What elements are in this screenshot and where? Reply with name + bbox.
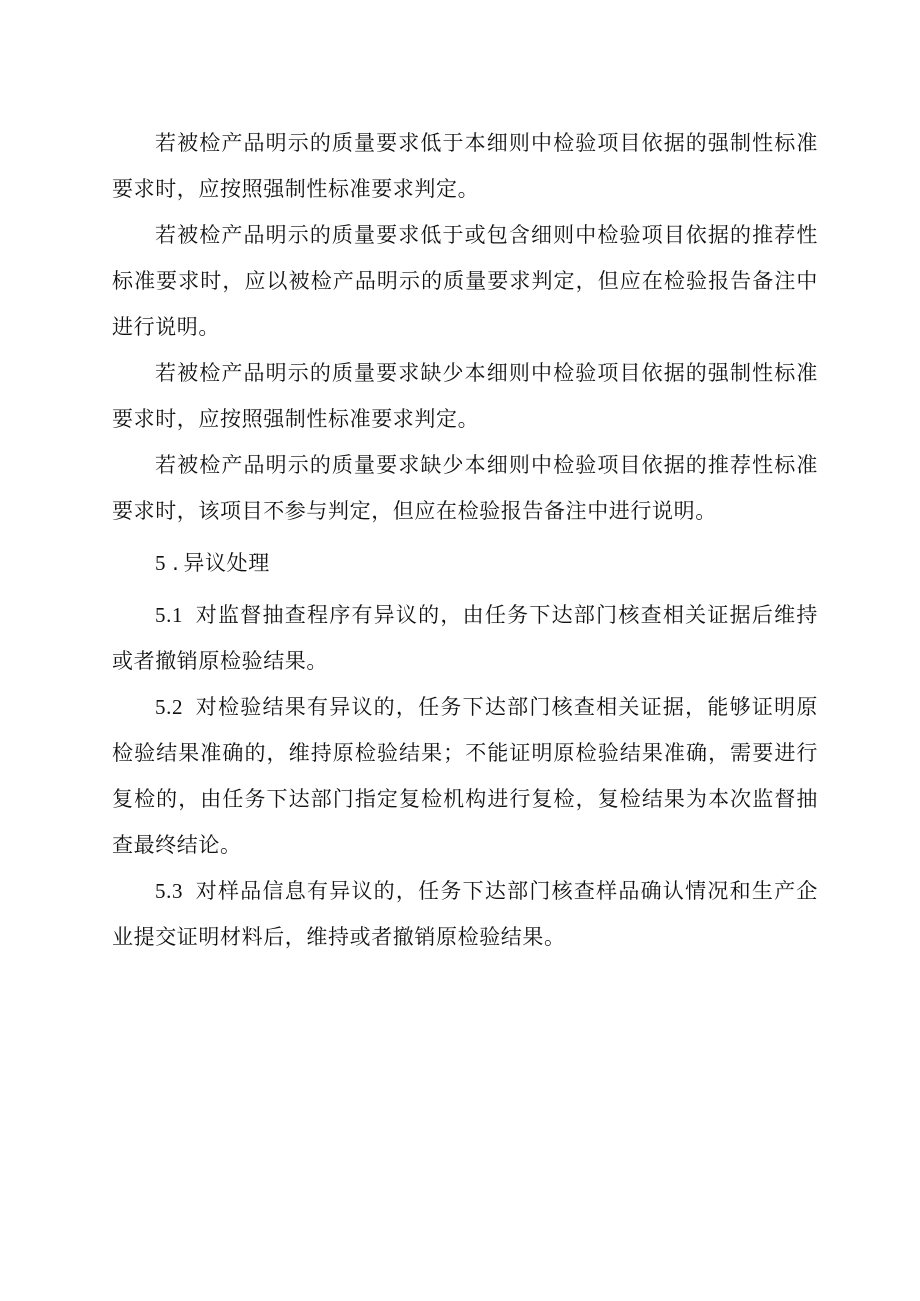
clause-5-2 — [112, 684, 818, 868]
paragraph-recommended-missing: 若被检产品明示的质量要求缺少本细则中检验项目依据的推荐性标准要求时，该项目不参与判定，但应在检验报告备注中进行说明。 — [112, 453, 818, 523]
section-title: 异议处理 — [183, 551, 270, 575]
clause-text: 对检验结果有异议的，任务下达部门核查相关证据，能够证明原检验结果准确的，维持原检验结果；不能证明原检验结果准确，需要进行复检的，由任务下达部门指定复检机构进行复检，复检结果为本次监督抽查最终结论。 — [112, 695, 818, 857]
section-number-dot: . — [172, 551, 180, 575]
paragraph-mandatory-lower: 若被检产品明示的质量要求低于本细则中检验项目依据的强制性标准要求时，应按照强制性标准要求判定。 — [112, 131, 818, 201]
clause-number: 5.3 — [155, 879, 184, 903]
paragraph-mandatory-missing: 若被检产品明示的质量要求缺少本细则中检验项目依据的强制性标准要求时，应按照强制性标准要求判定。 — [112, 361, 818, 431]
clause-number: 5.2 — [155, 695, 184, 719]
clause-number: 5.1 — [155, 603, 184, 627]
paragraph-recommended-lower: 若被检产品明示的质量要求低于或包含细则中检验项目依据的推荐性标准要求时，应以被检产品明示的质量要求判定，但应在检验报告备注中进行说明。 — [112, 223, 818, 339]
document-body — [112, 120, 818, 960]
section-heading-objection — [112, 540, 818, 586]
clause-5-3 — [112, 868, 818, 960]
clause-text: 对样品信息有异议的，任务下达部门核查样品确认情况和生产企业提交证明材料后，维持或者撤销原检验结果。 — [112, 879, 818, 949]
section-number: 5 — [155, 551, 167, 575]
clause-5-1 — [112, 592, 818, 684]
clause-text: 对监督抽查程序有异议的，由任务下达部门核查相关证据后维持或者撤销原检验结果。 — [112, 603, 818, 673]
